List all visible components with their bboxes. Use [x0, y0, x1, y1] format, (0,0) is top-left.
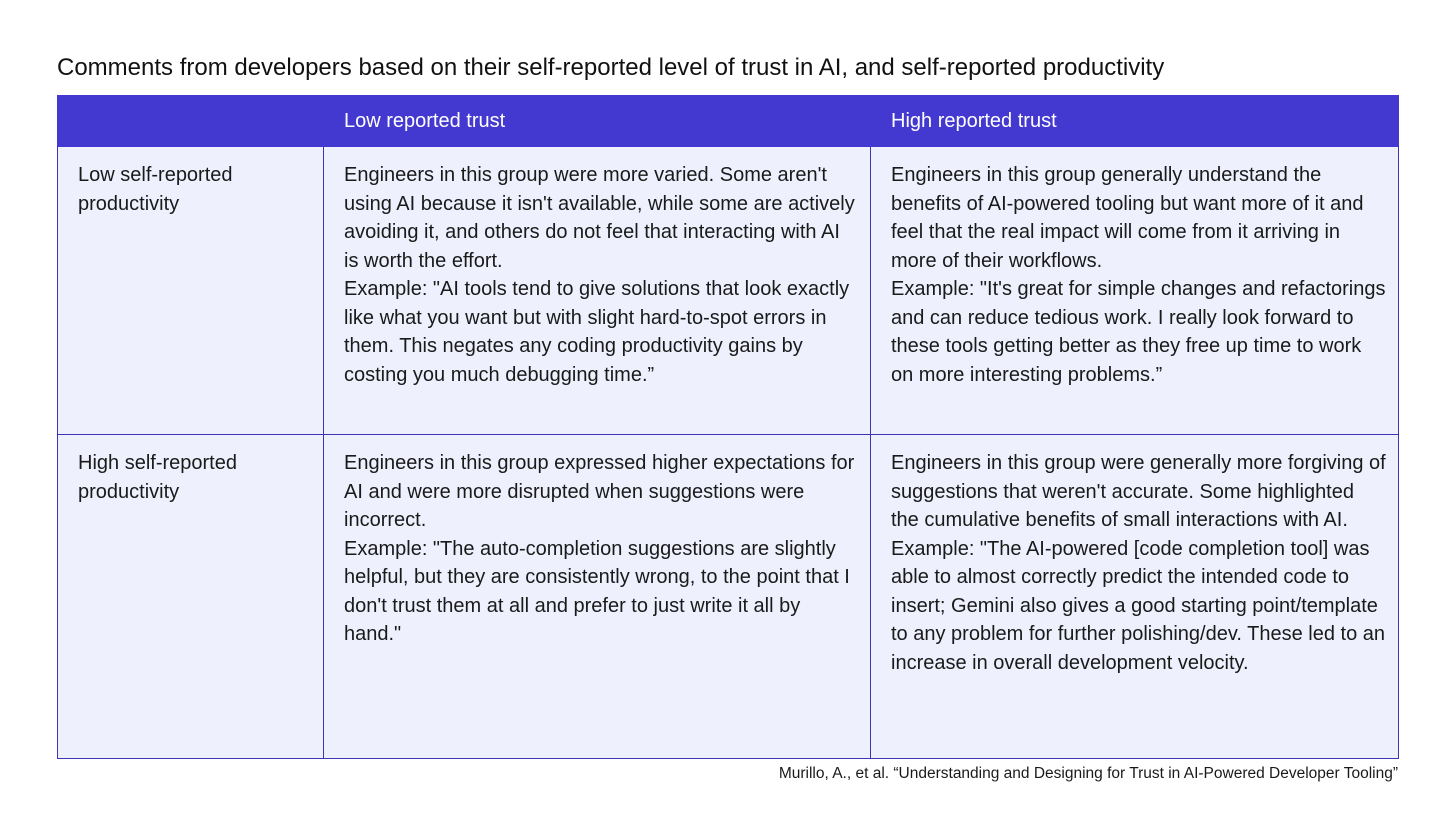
cell-high-productivity-high-trust	[871, 435, 1399, 759]
cell-summary: Engineers in this group were generally more forgiving of suggestions that weren't accurate. Some highlighted the cumulative benefits of small interactions with AI.	[891, 452, 1386, 531]
cell-high-productivity-low-trust	[324, 435, 871, 759]
header-corner-cell	[58, 96, 324, 147]
trust-productivity-table	[57, 95, 1399, 759]
cell-summary: Engineers in this group expressed higher expectations for AI and were more disrupted when suggestions were incorrect.	[344, 452, 855, 531]
cell-example-quote: Example: "The AI-powered [code completion tool] was able to almost correctly predict the intended code to insert; Gemini also gives a good starting point/template to any problem for further polishing/dev. These led to an increase in overall development velocity.	[891, 537, 1385, 674]
page-title: Comments from developers based on their self-reported level of trust in AI, and self-reported productivity	[57, 54, 1165, 81]
cell-example-quote: Example: "The auto-completion suggestions are slightly helpful, but they are consistently wrong, to the point that I don't trust them at all and prefer to just write it all by hand."	[344, 537, 850, 645]
header-low-trust: Low reported trust	[324, 96, 871, 147]
cell-low-productivity-high-trust	[871, 147, 1399, 435]
cell-example-quote: Example: "AI tools tend to give solutions that look exactly like what you want but with slight hard-to-spot errors in them. This negates any coding productivity gains by costing you much debugging time.”	[344, 278, 850, 386]
source-citation: Murillo, A., et al. “Understanding and Designing for Trust in AI-Powered Developer Tooling”	[778, 765, 1398, 782]
row-label-low-productivity: Low self-reported productivity	[58, 147, 324, 435]
cell-summary: Engineers in this group generally understand the benefits of AI-powered tooling but want more of it and feel that the real impact will come from it arriving in more of their workflows.	[891, 164, 1364, 272]
cell-example-quote: Example: "It's great for simple changes and refactorings and can reduce tedious work. I really look forward to these tools getting better as they free up time to work on more interesting problems.”	[891, 278, 1386, 386]
table-row-high-productivity	[58, 435, 1399, 759]
row-label-high-productivity: High self-reported productivity	[58, 435, 324, 759]
cell-low-productivity-low-trust	[324, 147, 871, 435]
cell-summary: Engineers in this group were more varied. Some aren't using AI because it isn't available, while some are actively avoiding it, and others do not feel that interacting with AI is worth the effort.	[344, 164, 855, 272]
header-high-trust: High reported trust	[871, 96, 1399, 147]
table-row-low-productivity	[58, 147, 1399, 435]
table-header-row	[58, 96, 1399, 147]
